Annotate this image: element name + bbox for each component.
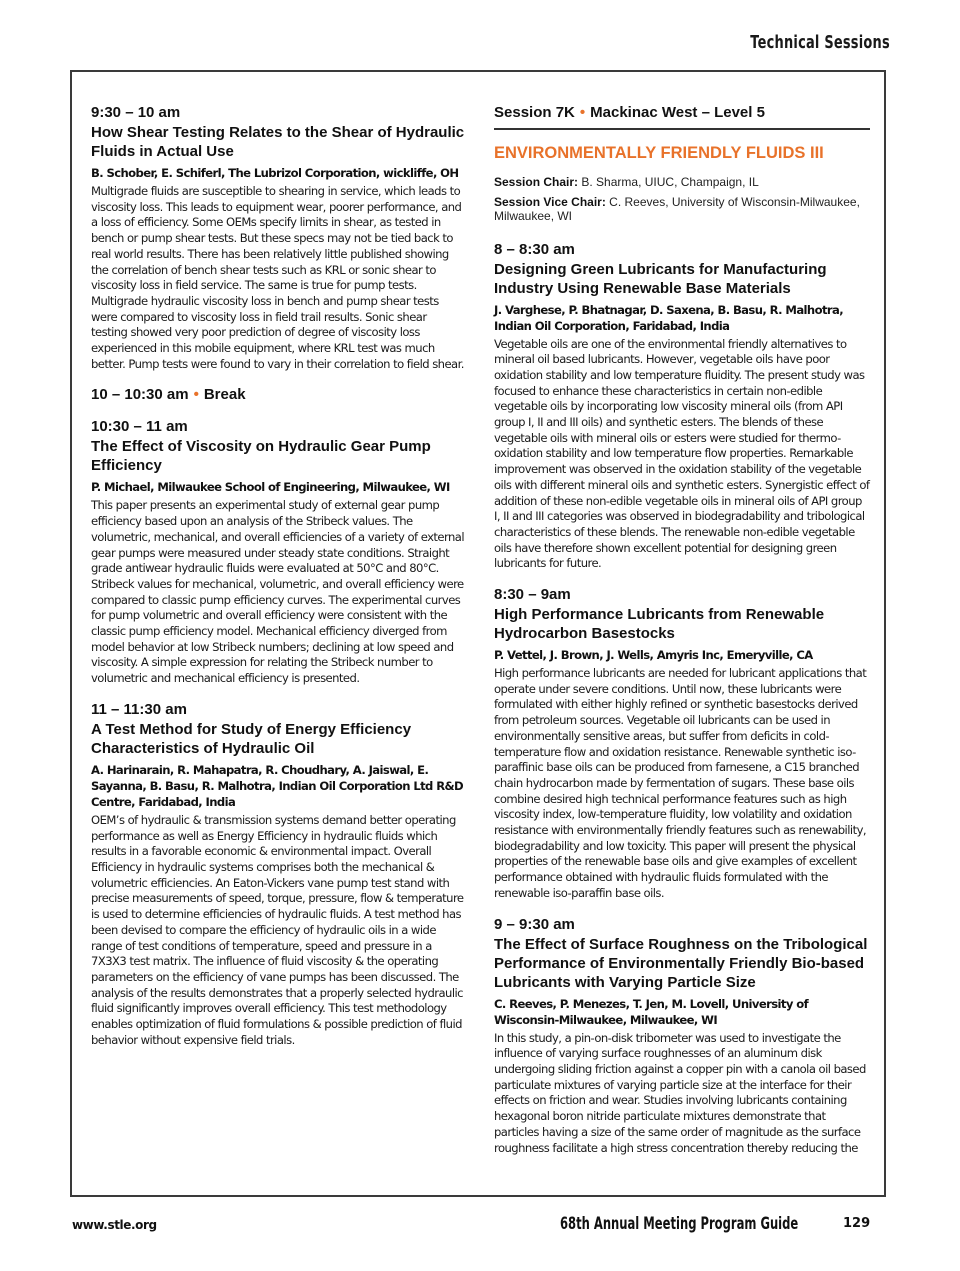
talk-item	[494, 241, 870, 573]
talk-time: 8 – 8:30 am	[494, 240, 575, 258]
right-column	[494, 104, 870, 1156]
vice-chair-label: Session Vice Chair:	[494, 194, 606, 209]
talk-authors: P. Michael, Milwaukee School of Engineering, Milwaukee, WI	[91, 480, 450, 495]
session-chair	[494, 175, 870, 190]
break-line	[91, 386, 466, 404]
session-header	[494, 104, 870, 130]
session-vice-chair	[494, 195, 870, 224]
talk-abstract: OEM’s of hydraulic & transmission systems demand better operating performance as well as Energy Efficiency in hydraulic fluids which results in a favorable economic & environmental impact. Overall Efficiency in hydraulic systems comprises both the mechanical & volumetric efficiencies. An Eaton-Vickers vane pump test stand with precise measurements of speed, torque, pressure, flow & temperature is used to determine efficiencies of hydraulic fluids. A test method has been devised to compare the efficiency of hydraulic oils in a wide range of test conditions of temperature, speed and pressure in a 7X3X3 test matrix. The influence of fluid viscosity & the operating parameters on the efficiency of vane pumps has been discussed. The analysis of the results demonstrates that a properly selected hydraulic fluid significantly improves overall efficiency. This test methodology enables optimization of fluid formulations & possible prediction of fluid behavior without expensive field trials.	[91, 812, 464, 1047]
talk-title: Designing Green Lubricants for Manufacturing Industry Using Renewable Base Materials	[494, 260, 827, 297]
talk-time: 9:30 – 10 am	[91, 104, 181, 121]
talk-item	[494, 586, 870, 902]
talk-item	[91, 418, 466, 686]
talk-authors: J. Varghese, P. Bhatnagar, D. Saxena, B. Basu, R. Malhotra, Indian Oil Corporation, Faridabad, India	[494, 302, 844, 333]
talk-authors: C. Reeves, P. Menezes, T. Jen, M. Lovell, University of Wisconsin-Milwaukee, Milwaukee, WI	[494, 996, 809, 1027]
vice-chair-value: C. Reeves, University of Wisconsin-Milwaukee, Milwaukee, WI	[494, 194, 860, 223]
talk-title: High Performance Lubricants from Renewable Hydrocarbon Basestocks	[494, 606, 825, 643]
talk-abstract: In this study, a pin-on-disk tribometer was used to investigate the influence of varying surface roughnesses of an aluminum disk undergoing sliding friction against a copper pin with a canola oil based particulate mixtures of varying particle size at the interface for their effects on friction and wear. Studies involving lubricants containing hexagonal boron nitride particulate mixtures demonstrate that particles having a size of the same order of magnitude as the surface roughness facilitate a high stress concentration thereby reducing the	[494, 1030, 866, 1155]
talk-abstract: Multigrade fluids are susceptible to shearing in service, which leads to viscosity loss. This leads to equipment wear, poorer performance, and a loss of efficiency. Some OEMs specify limits in shear, as tested in bench or pump shear tests. But these specs may not be tied back to real world results. There has been relatively little published showing the correlation of bench shear tests such as KRL or sonic shear to viscosity loss in field service. The same is true for pump tests. Multigrade hydraulic viscosity loss in bench and pump shear tests were compared to viscosity loss in field trail results. Sonic shear testing showed very poor prediction of degree of viscosity loss experienced in this mobile equipment, where KRL test was much better. Pump tests were found to vary in their correlation to field shear.	[91, 184, 464, 371]
talk-item	[91, 701, 466, 1049]
publication-title: 68th Annual Meeting Program Guide	[560, 1214, 799, 1234]
break-time: 10 – 10:30 am	[91, 386, 189, 404]
talk-title: The Effect of Surface Roughness on the Tribological Performance of Environmentally Friendly Bio-based Lubricants with Varying Particle Size	[494, 935, 868, 991]
talk-title: The Effect of Viscosity on Hydraulic Gear Pump Efficiency	[91, 438, 431, 475]
session-category: ENVIRONMENTALLY FRIENDLY FLUIDS III	[494, 144, 824, 162]
chair-value: B. Sharma, UIUC, Champaign, IL	[581, 175, 759, 189]
bullet-icon: •	[579, 104, 586, 121]
talk-time: 11 – 11:30 am	[91, 700, 187, 718]
talk-authors: A. Harinarain, R. Mahapatra, R. Choudhary, A. Jaiswal, E. Sayanna, B. Basu, R. Malhotra, Indian Oil Corporation Ltd R&D Centre, Faridabad, India	[91, 762, 464, 809]
talk-item	[91, 104, 466, 372]
page-number: 129	[843, 1216, 871, 1231]
session-location: Mackinac West – Level 5	[590, 104, 765, 121]
talk-time: 10:30 – 11 am	[91, 418, 188, 436]
talk-title: A Test Method for Study of Energy Efficiency Characteristics of Hydraulic Oil	[91, 720, 412, 757]
left-column	[91, 104, 466, 1048]
talk-authors: B. Schober, E. Schiferl, The Lubrizol Corporation, wickliffe, OH	[91, 166, 459, 180]
bullet-icon: •	[193, 386, 199, 404]
session-code: Session 7K	[494, 104, 575, 121]
chair-label: Session Chair:	[494, 175, 579, 189]
website-link[interactable]: www.stle.org	[72, 1218, 157, 1232]
talk-time: 8:30 – 9am	[494, 586, 571, 604]
break-label: Break	[203, 386, 246, 404]
talk-abstract: Vegetable oils are one of the environmental friendly alternatives to mineral oil based lubricants. However, vegetable oils have poor oxidation stability and low temperature fluidity. The present study was focused to enhance these characteristics in certain non-edible vegetable oils by incorporating low viscosity mineral oils (from API group I, II and III oils) and synthetic esters. The blends of these vegetable oils with mineral oils or esters were studied for thermo-oxidation stability and low temperature flow properties. Remarkable improvement was observed in the oxidation stability of the vegetable oils with different mineral oils and synthetic esters. Synergistic effect of addition of these non-edible vegetable oils in mineral oils of API group I, II and III categories was observed in biodegradability and tribological characteristics of these blends. The renewable non-edible vegetable oils have therefore shown excellent potential for designing green lubricants for future.	[494, 336, 870, 571]
running-head: Technical Sessions	[750, 32, 890, 53]
talk-abstract: This paper presents an experimental study of external gear pump efficiency based upon an analysis of the Stribeck values. The volumetric, mechanical, and overall efficiencies of a variety of external gear pumps were measured under steady state conditions. Straight grade antiwear hydraulic fluids were evaluated at 50°C and 80°C. Stribeck values for mechanical, volumetric, and overall efficiency were compared to classic pump efficiency curves. The experimental curves for pump volumetric and overall efficiency were consistent with the classic pump efficiency model. Mechanical efficiency diverged from model behavior at low Stribeck numbers; declining at low speed and viscosity. A simple expression for relating the Stribeck number to volumetric and mechanical efficiency is presented.	[91, 498, 464, 686]
talk-abstract: High performance lubricants are needed for lubricant applications that operate under severe conditions. Until now, these lubricants were formulated with either highly refined or synthetic basestocks derived from petroleum sources. Vegetable oil lubricants can be used in environmentally sensitive areas, but suffer from deficits in cold-temperature flow and oxidation resistance. Renewable synthetic iso-paraffinic base oils can be produced from farnesene, a C15 branched chain hydrocarbon made by fermentation of sugars. These base oils combine desired high technical performance features such as high viscosity index, low-temperature fluidity, low volatility and oxidation resistance with environmentally friendly features such as renewability, biodegradability and low toxicity. This paper will present the physical properties of the renewable base oils and give examples of excellent performance obtained with hydraulic fluids formulated with the renewable iso-paraffin base oils.	[494, 666, 867, 900]
talk-time: 9 – 9:30 am	[494, 915, 575, 933]
talk-title: How Shear Testing Relates to the Shear of Hydraulic Fluids in Actual Use	[91, 124, 465, 160]
talk-authors: P. Vettel, J. Brown, J. Wells, Amyris Inc, Emeryville, CA	[494, 648, 813, 663]
talk-item	[494, 916, 870, 1157]
